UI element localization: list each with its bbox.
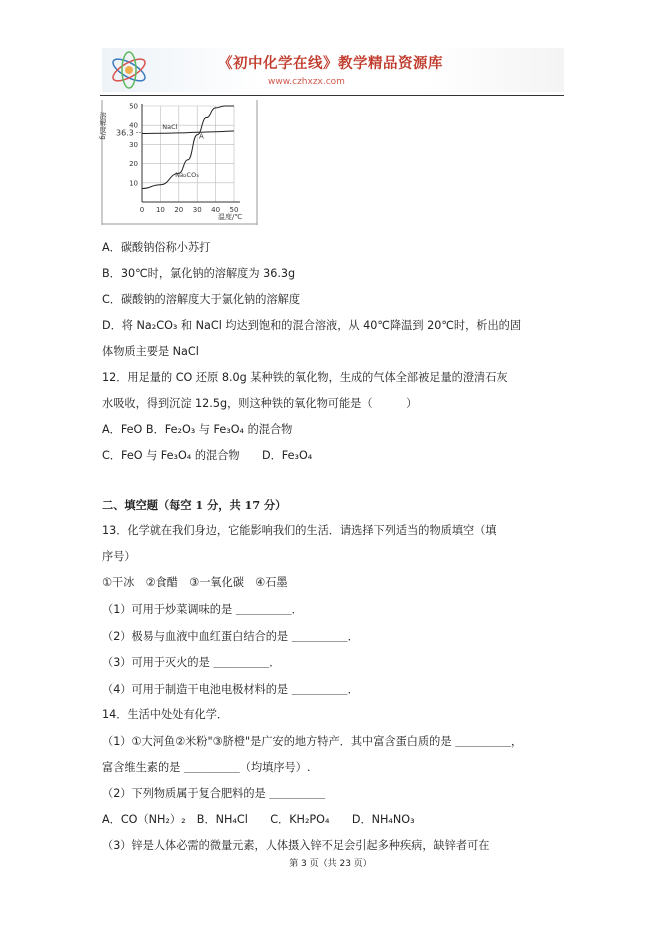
q13-stem-line1: 13．化学就在我们身边，它能影响我们的生活．请选择下列适当的物质填空（填 xyxy=(102,524,497,537)
q11-option-a: A．碳酸钠俗称小苏打 xyxy=(102,241,211,254)
q12-stem-line1: 12．用足量的 CO 还原 8.0g 某种铁的氧化物，生成的气体全部被足量的澄清石灰 xyxy=(102,371,508,384)
section-2-heading: 二、填空题（每空 1 分，共 17 分） xyxy=(102,498,287,512)
q13-part-4: （4）可用于制造干电池电极材料的是 ＿＿＿＿＿． xyxy=(102,683,359,696)
x-tick-label-1: 10 xyxy=(155,206,165,214)
q13-stem-line2: 序号） xyxy=(102,550,136,563)
chart-ylabel: 溶解度/g xyxy=(99,112,107,140)
y-tick-label-2: 30 xyxy=(129,140,138,149)
q14-stem: 14．生活中处处有化学． xyxy=(102,708,229,721)
chart-point-label: A xyxy=(199,132,204,141)
q11-option-d-line2: 体物质主要是 NaCl xyxy=(102,345,199,358)
q14-part-1-line1: （1）①大河鱼②米粉"③脐橙"是广安的地方特产．其中富含蛋白质的是 ＿＿＿＿＿， xyxy=(102,735,523,748)
x-tick-label-2: 20 xyxy=(174,206,184,214)
q13-part-1: （1）可用于炒菜调味的是 ＿＿＿＿＿． xyxy=(102,603,303,616)
y-tick-label-0: 10 xyxy=(129,179,138,188)
q12-stem-line2: 水吸收，得到沉淀 12.5g，则这种铁的氧化物可能是（ ） xyxy=(102,397,418,410)
chart-ticks xyxy=(129,103,238,215)
x-tick-label-5: 50 xyxy=(229,206,239,214)
chart-axes xyxy=(136,104,240,202)
x-tick-label-3: 30 xyxy=(192,206,202,214)
q14-part-3: （3）锌是人体必需的微量元素，人体摄入锌不足会引起多种疾病，缺锌者可在 xyxy=(102,839,490,852)
chart-series-label-na2co3: Na₂CO₃ xyxy=(175,171,199,180)
chart-xlabel: 温度/℃ xyxy=(218,213,243,221)
y-tick-label-4: 50 xyxy=(129,102,138,111)
series-line-nacl xyxy=(142,131,234,133)
q14-part-1-line2: 富含维生素的是 ＿＿＿＿＿（均填序号）. xyxy=(102,761,311,774)
y-tick-label-3: 40 xyxy=(129,121,138,130)
chart-y-marker: 36.3 xyxy=(116,128,134,138)
q11-option-d-line1: D．将 Na₂CO₃ 和 NaCl 均达到饱和的混合溶液，从 40℃降温到 20℃时，析出的固 xyxy=(102,319,522,332)
atom-logo-icon xyxy=(106,50,152,90)
x-tick-label-4: 40 xyxy=(211,206,221,214)
q13-choices: ①干冰 ②食醋 ③一氧化碳 ④石墨 xyxy=(102,576,288,589)
page-footer: 第 3 页（共 23 页） xyxy=(289,859,372,869)
q14-part-2: （2）下列物质属于复合肥料的是 ＿＿＿＿＿ xyxy=(102,787,326,800)
header-title: 《初中化学在线》教学精品资源库 xyxy=(218,55,443,72)
q13-part-2: （2）极易与血液中血红蛋白结合的是 ＿＿＿＿＿． xyxy=(102,630,359,643)
q13-part-3: （3）可用于灭火的是 ＿＿＿＿＿． xyxy=(102,656,281,669)
chart-grid xyxy=(142,106,234,202)
solubility-chart xyxy=(99,100,262,225)
header-url: www.czhxzx.com xyxy=(268,77,345,87)
header-rule xyxy=(100,95,564,96)
q14-part-2-options: A．CO（NH₂）₂ B．NH₄Cl C．KH₂PO₄ D．NH₄NO₃ xyxy=(102,813,415,826)
q11-option-b: B．30℃时，氯化钠的溶解度为 36.3g xyxy=(102,267,296,280)
q12-options-ab: A．FeO B．Fe₂O₃ 与 Fe₃O₄ 的混合物 xyxy=(102,423,293,436)
x-tick-label-0: 0 xyxy=(139,206,145,214)
q11-option-c: C．碳酸钠的溶解度大于氯化钠的溶解度 xyxy=(102,293,301,306)
y-tick-label-1: 20 xyxy=(129,160,138,169)
q12-options-cd: C．FeO 与 Fe₃O₄ 的混合物 D．Fe₃O₄ xyxy=(102,449,313,462)
chart-series-label-nacl: NaCl xyxy=(162,123,178,132)
